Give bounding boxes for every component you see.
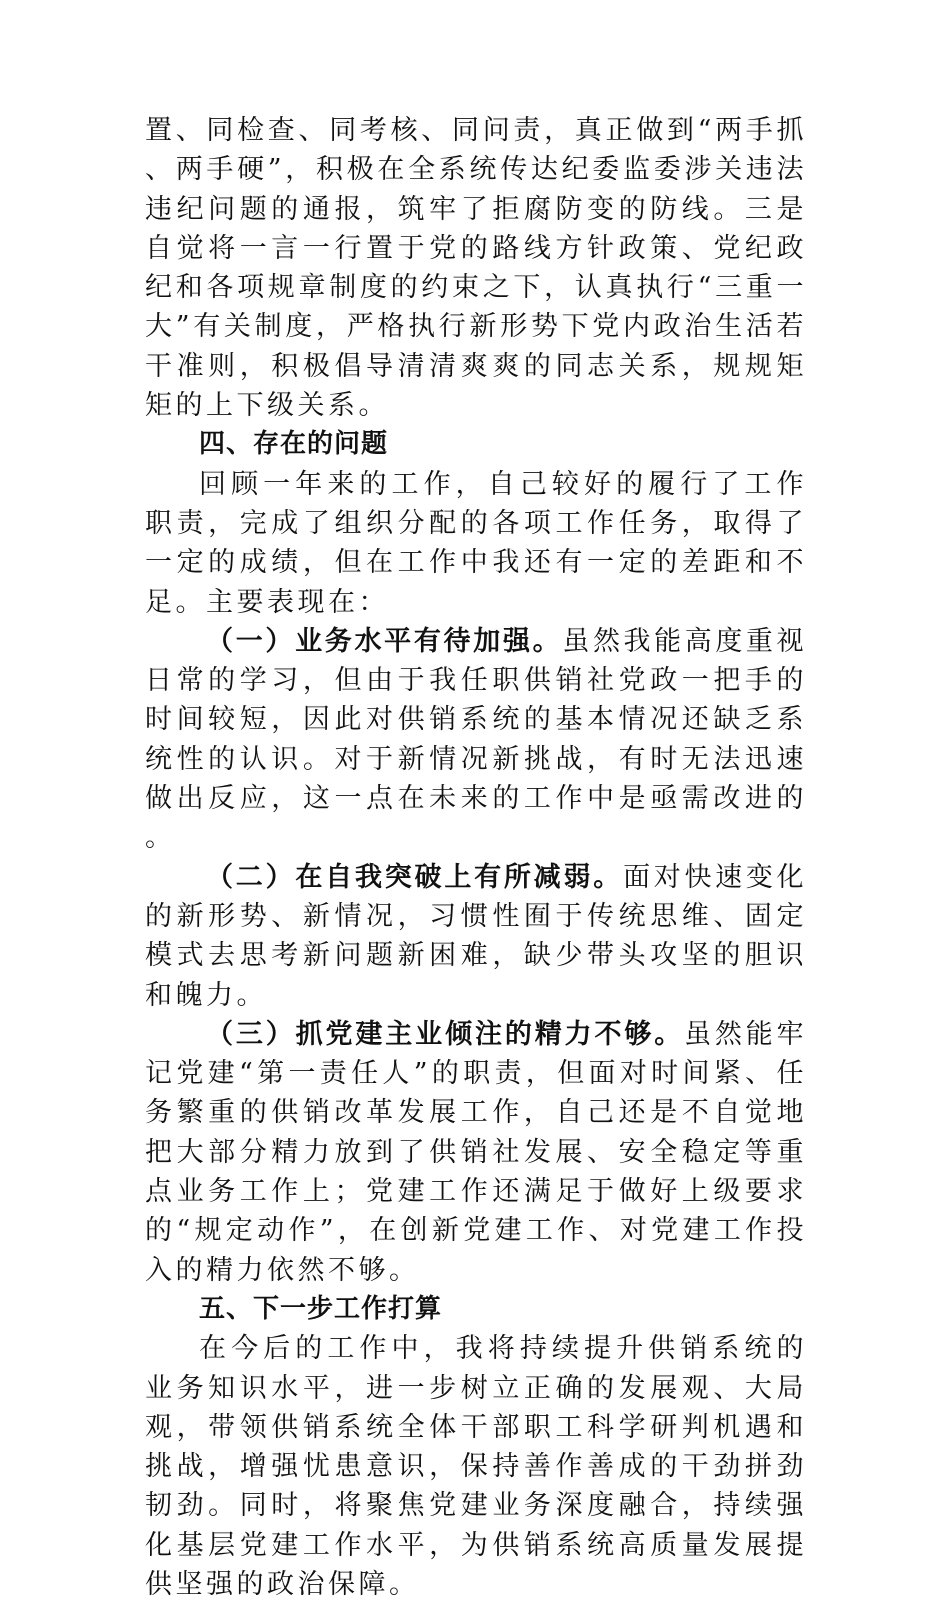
problem-1-body: 虽然我能高度重视日常的学习，但由于我任职供销社党政一把手的时间较短，因此对供销系统的基本情况还缺乏系统性的认识。对于新情况新挑战，有时无法迅速做出反应，这一点在未来的工作中是亟需改进的。	[145, 625, 808, 854]
paragraph-problem-3	[145, 1015, 807, 1290]
problem-3-body: 虽然能牢记党建“第一责任人”的职责，但面对时间紧、任务繁重的供销改革发展工作，自己还是不自觉地把大部分精力放到了供销社发展、安全稳定等重点业务工作上；党建工作还满足于做好上级要求的“规定动作”，在创新党建工作、对党建工作投入的精力依然不够。	[145, 1018, 807, 1286]
paragraph-next-steps: 在今后的工作中，我将持续提升供销系统的业务知识水平，进一步树立正确的发展观、大局观，带领供销系统全体干部职工科学研判机遇和挑战，增强忧患意识，保持善作善成的干劲拼劲韧劲。同时，将聚焦党建业务深度融合，持续强化基层党建工作水平，为供销系统高质量发展提供坚强的政治保障。	[145, 1333, 807, 1600]
paragraph-problem-1	[145, 622, 807, 858]
problem-1-title: （一）业务水平有待加强。	[206, 625, 563, 657]
document-page	[145, 111, 807, 1604]
paragraph-continuation: 置、同检查、同考核、同问责，真正做到“两手抓、两手硬”，积极在全系统传达纪委监委涉关违法违纪问题的通报，筑牢了拒腐防变的防线。三是自觉将一言一行置于党的路线方针政策、党纪政纪和各项规章制度的约束之下，认真执行“三重一大”有关制度，严格执行新形势下党内政治生活若干准则，积极倡导清清爽爽的同志关系，规规矩矩的上下级关系。	[145, 115, 807, 422]
section-heading-next-steps: 五、下一步工作打算	[199, 1293, 443, 1324]
section-heading-problems: 四、存在的问题	[199, 429, 389, 460]
paragraph-problem-2	[145, 858, 807, 1015]
problem-3-title: （三）抓党建主业倾注的精力不够。	[206, 1018, 685, 1050]
problem-2-body: 面对快速变化的新形势、新情况，习惯性囿于传统思维、固定模式去思考新问题新困难，缺少带头攻坚的胆识和魄力。	[145, 861, 808, 1011]
paragraph-problems-intro: 回顾一年来的工作，自己较好的履行了工作职责，完成了组织分配的各项工作任务，取得了一定的成绩，但在工作中我还有一定的差距和不足。主要表现在：	[145, 468, 807, 618]
problem-2-title: （二）在自我突破上有所减弱。	[206, 861, 624, 893]
